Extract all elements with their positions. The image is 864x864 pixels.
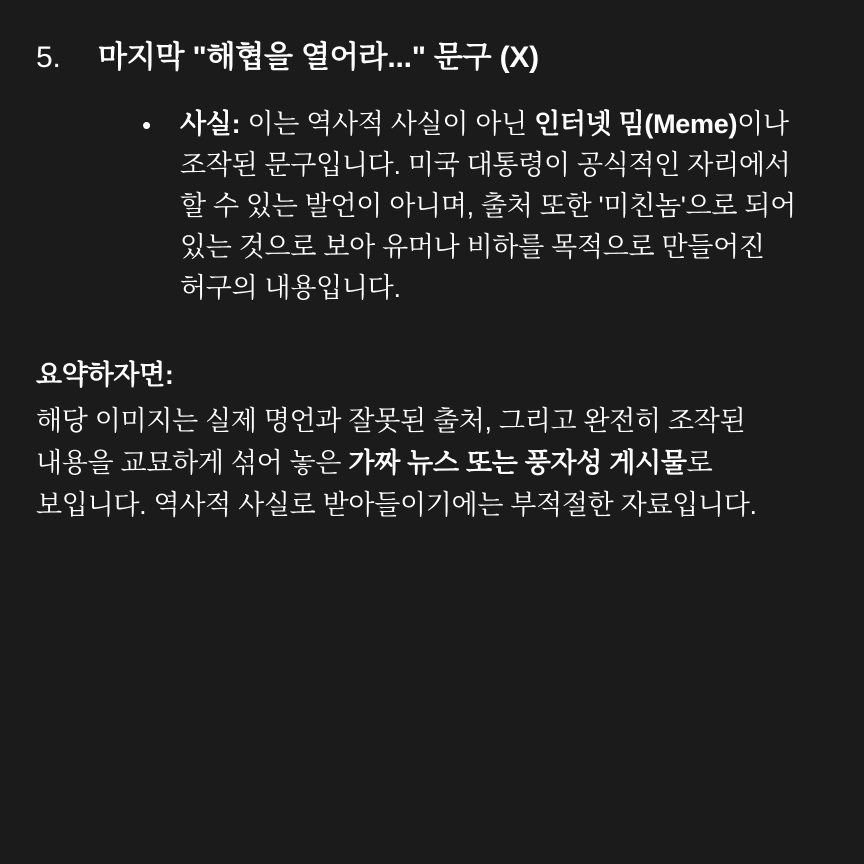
summary-body xyxy=(36,400,828,526)
section-heading-text: 마지막 "해협을 열어라..." 문구 (X) xyxy=(98,41,539,74)
bullet-segment-2-emphasis: 인터넷 밈(Meme) xyxy=(534,109,738,140)
bullet-marker-icon: • xyxy=(142,110,152,141)
section-number: 5. xyxy=(36,41,61,74)
summary-segment-3: 로 보입니다. 역사적 사실로 받아들이기에는 부적절한 자료입니다. xyxy=(36,447,757,521)
summary-segment-2-emphasis: 가짜 뉴스 또는 풍자성 게시물 xyxy=(348,447,687,478)
bullet-item-label: 사실: xyxy=(180,109,241,140)
bullet-item-text xyxy=(180,104,802,309)
section-heading xyxy=(36,38,828,78)
summary-title: 요약하자면: xyxy=(36,360,174,391)
bullet-segment-3: 이나 조작된 문구입니다. 미국 대통령이 공식적인 자리에서 할 수 있는 발언이 아니며, 출처 또한 '미친놈'으로 되어 있는 것으로 보아 유머나 비하를 목적으로 만들어진 허구의 내용입니다. xyxy=(180,109,796,304)
bullet-segment-1: 이는 역사적 사실이 아닌 xyxy=(240,109,535,140)
bullet-list-item xyxy=(36,104,828,309)
summary-segment-1: 해당 이미지는 실제 명언과 잘못된 출처, 그리고 완전히 조작된 내용을 교묘하게 섞어 놓은 xyxy=(36,405,746,478)
